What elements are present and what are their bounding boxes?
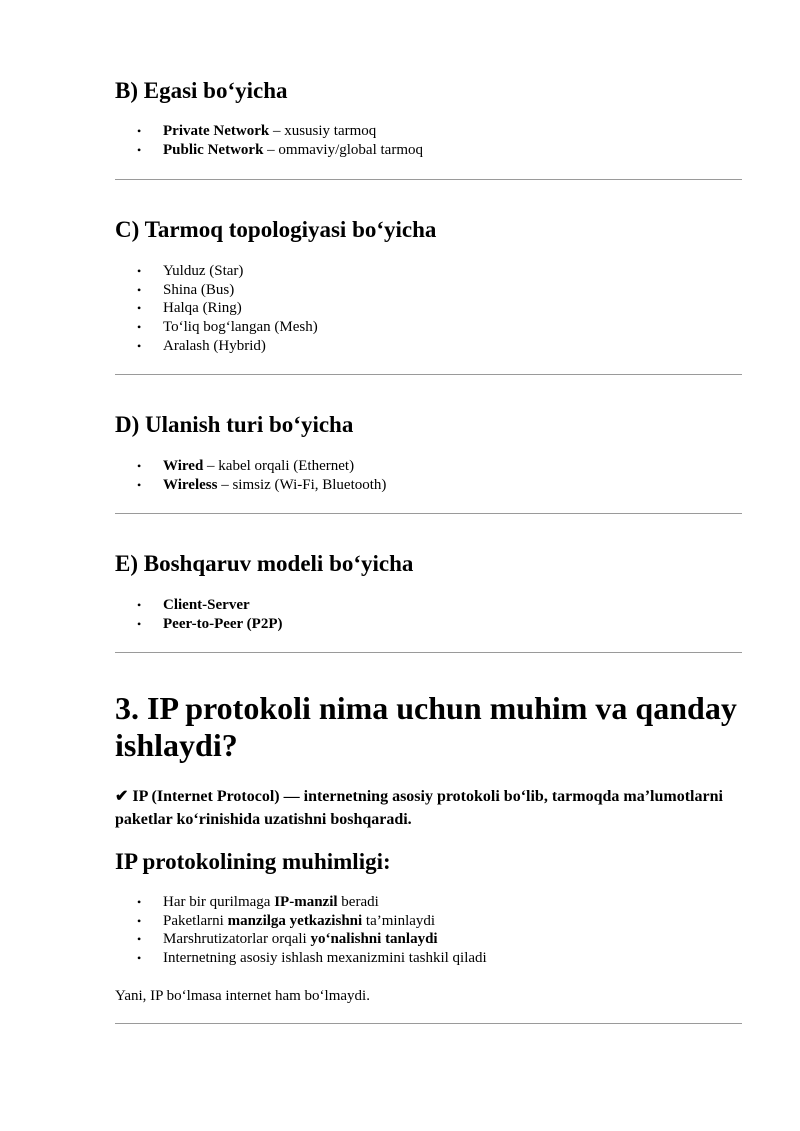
item-text: – simsiz (Wi-Fi, Bluetooth): [217, 476, 387, 493]
list-item: [115, 457, 386, 476]
divider: [115, 179, 742, 180]
item-term: Peer-to-Peer (P2P): [163, 615, 283, 632]
section-e-title: E) Boshqaruv modeli bo‘yicha: [115, 551, 414, 576]
list-item: [115, 476, 386, 495]
item-term: Private Network: [163, 123, 270, 139]
ip-conclusion: Yani, IP bo‘lmasa internet ham bo‘lmaydi.: [115, 988, 370, 1004]
divider: [115, 652, 742, 653]
item-text: – kabel orqali (Ethernet): [203, 458, 355, 474]
list-item: [115, 122, 423, 141]
item-text: ta’minlaydi: [362, 912, 436, 929]
list-item: [115, 912, 487, 931]
section-c-list: [115, 262, 318, 356]
bullet-icon: •: [137, 913, 142, 928]
bullet-icon: •: [137, 142, 142, 157]
item-text: Marshrutizatorlar orqali: [163, 931, 311, 948]
item-term: IP-manzil: [274, 894, 338, 910]
item-text: To‘liq bog‘langan (Mesh): [163, 319, 318, 336]
bullet-icon: •: [137, 459, 142, 473]
list-item: [115, 596, 283, 615]
list-item: [115, 949, 487, 968]
item-text: Paketlarni: [163, 912, 228, 929]
list-item: [115, 615, 283, 634]
item-text: Aralash (Hybrid): [163, 337, 266, 354]
list-item: [115, 262, 318, 281]
item-text: Halqa (Ring): [163, 300, 242, 317]
item-term: yo‘nalishni tanlaydi: [310, 931, 438, 948]
item-term: Client-Server: [163, 597, 250, 613]
bullet-icon: •: [137, 598, 142, 612]
list-item: [115, 893, 487, 912]
bullet-icon: •: [137, 320, 142, 335]
section-c-title: C) Tarmoq topologiyasi bo‘yicha: [115, 217, 437, 242]
item-text: Shina (Bus): [163, 281, 235, 298]
bullet-icon: •: [137, 282, 142, 297]
list-item: [115, 930, 487, 949]
list-item: [115, 281, 318, 300]
ip-importance-list: [115, 893, 487, 968]
bullet-icon: •: [137, 301, 142, 316]
list-item: [115, 337, 318, 356]
item-text: Internetning asosiy ishlash mexanizmini tashkil qiladi: [163, 950, 487, 967]
ip-subheading: IP protokolining muhimligi:: [115, 849, 391, 874]
list-item: [115, 299, 318, 318]
item-term: Public Network: [163, 141, 264, 158]
section-e-list: [115, 596, 283, 633]
item-term: manzilga yetkazishni: [227, 912, 363, 929]
bullet-icon: •: [137, 477, 142, 492]
bullet-icon: •: [137, 338, 142, 353]
bullet-icon: •: [137, 616, 142, 631]
item-text: – xususiy tarmoq: [269, 123, 377, 139]
bullet-icon: •: [137, 951, 142, 966]
ip-heading: 3. IP protokoli nima uchun muhim va qanday ishlaydi?: [115, 690, 737, 763]
bullet-icon: •: [137, 124, 142, 138]
list-item: [115, 318, 318, 337]
bullet-icon: •: [137, 895, 142, 909]
ip-lead-paragraph: ✔ IP (Internet Protocol) — internetning asosiy protokoli bo‘lib, tarmoqda ma’lumotlarni paketlar ko‘rinishida uzatishni boshqaradi.: [115, 788, 723, 828]
item-term: Wireless: [163, 476, 218, 493]
section-d-list: [115, 457, 386, 494]
item-term: Wired: [163, 458, 204, 474]
divider: [115, 374, 742, 375]
section-b-title: B) Egasi bo‘yicha: [115, 78, 288, 103]
section-b-list: [115, 122, 423, 159]
bullet-icon: •: [137, 264, 142, 278]
divider: [115, 1023, 742, 1024]
bullet-icon: •: [137, 932, 142, 947]
list-item: [115, 141, 423, 160]
item-text: Yulduz (Star): [163, 263, 244, 279]
item-text: Har bir qurilmaga: [163, 894, 275, 910]
item-text: beradi: [337, 894, 379, 910]
section-d-title: D) Ulanish turi bo‘yicha: [115, 412, 354, 437]
divider: [115, 513, 742, 514]
item-text: – ommaviy/global tarmoq: [263, 141, 423, 158]
